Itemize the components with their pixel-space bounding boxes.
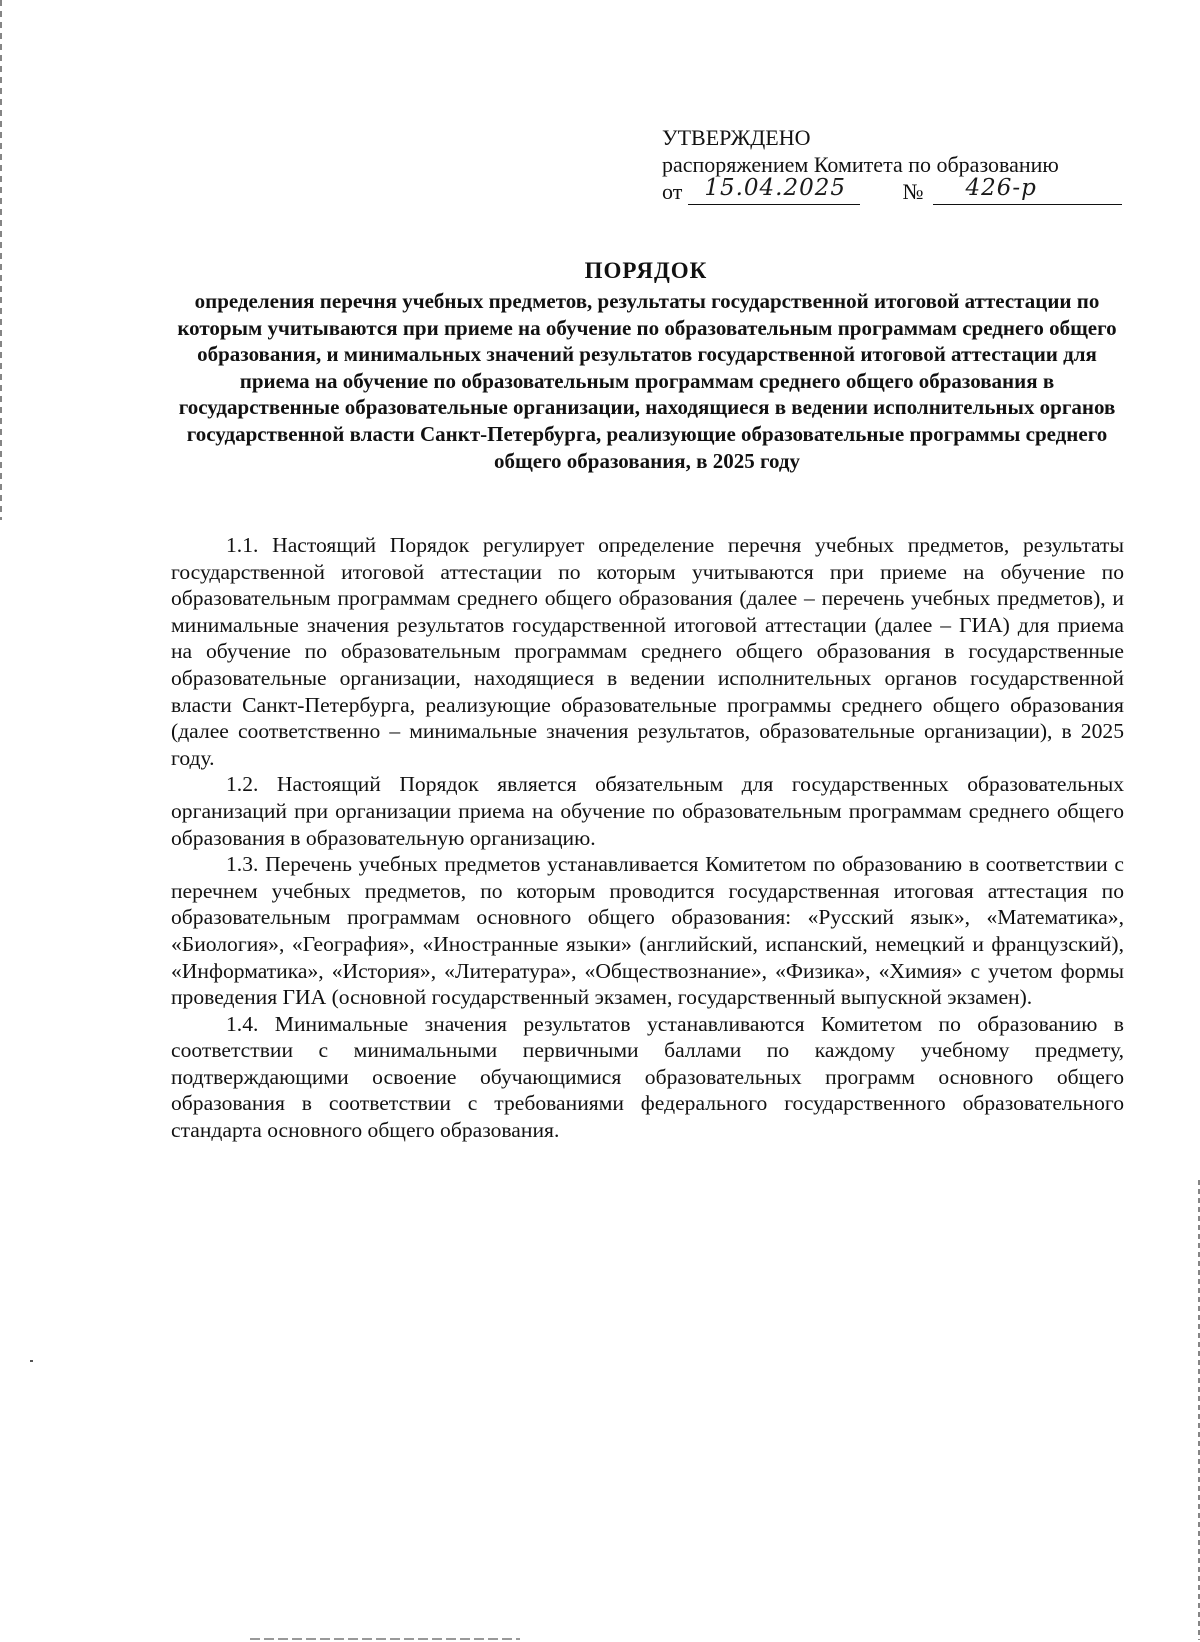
scan-edge-bottom [250, 1638, 520, 1640]
paragraph-1-2: 1.2. Настоящий Порядок является обязательным для государственных образовательных организаций при организации приема на обучение по образовательным программам среднего общего образования в образовательную организацию. [171, 772, 1124, 850]
date-blank [688, 175, 860, 205]
approval-issuer: распоряжением Комитета по образованию [662, 152, 1059, 177]
number-prefix: № [902, 179, 924, 204]
handwritten-number: 426-р [965, 175, 1037, 201]
document-body [171, 532, 1124, 1144]
number-blank [933, 175, 1122, 205]
date-prefix: от [662, 179, 683, 204]
paragraph-1-1: 1.1. Настоящий Порядок регулирует определение перечня учебных предметов, результаты государственной итоговой аттестации по которым учитываются при приеме на обучение по образовательным программам среднего общего образования (далее – перечень учебных предметов), и минимальные значения результатов государственной итоговой аттестации (далее – ГИА) для приема на обучение по образовательным программам среднего общего образования в государственные образовательные организации, находящиеся в ведении исполнительных органов государственной власти Санкт-Петербурга, реализующие образовательные программы среднего общего образования (далее соответственно – минимальные значения результатов, образовательные организации), в 2025 году. [171, 533, 1124, 770]
scan-speck [30, 1360, 33, 1362]
handwritten-date: 15.04.2025 [704, 175, 847, 201]
approval-block [662, 124, 1122, 205]
approval-label: УТВЕРЖДЕНО [662, 125, 811, 150]
document-title: ПОРЯДОК [584, 258, 708, 283]
approval-date-number-line [662, 175, 1122, 205]
paragraph-1-3: 1.3. Перечень учебных предметов устанавливается Комитетом по образованию в соответствии с перечнем учебных предметов, по которым проводится государственная итоговая аттестация по образовательным программам основного общего образования: «Русский язык», «Математика», «Биология», «География», «Иностранные языки» (английский, испанский, немецкий и французский), «Информатика», «История», «Литература», «Обществознание», «Физика», «Химия» с учетом формы проведения ГИА (основной государственный экзамен, государственный выпускной экзамен). [171, 852, 1124, 1010]
document-subtitle: определения перечня учебных предметов, результаты государственной итоговой аттестации по которым учитываются при приеме на обучение по образовательным программам среднего общего образования, и минимальных значений результатов государственной итоговой аттестации для приема на обучение по образовательным программам среднего общего образования в государственные образовательные организации, находящиеся в ведении исполнительных органов государственной власти Санкт-Петербурга, реализующие образовательные программы среднего общего образования, в 2025 году [177, 289, 1117, 473]
paragraph-1-4: 1.4. Минимальные значения результатов устанавливаются Комитетом по образованию в соответствии с минимальными первичными баллами по каждому учебному предмету, подтверждающими освоение обучающимися образовательных программ основного общего образования в соответствии с требованиями федерального государственного образовательного стандарта основного общего образования. [171, 1011, 1124, 1143]
